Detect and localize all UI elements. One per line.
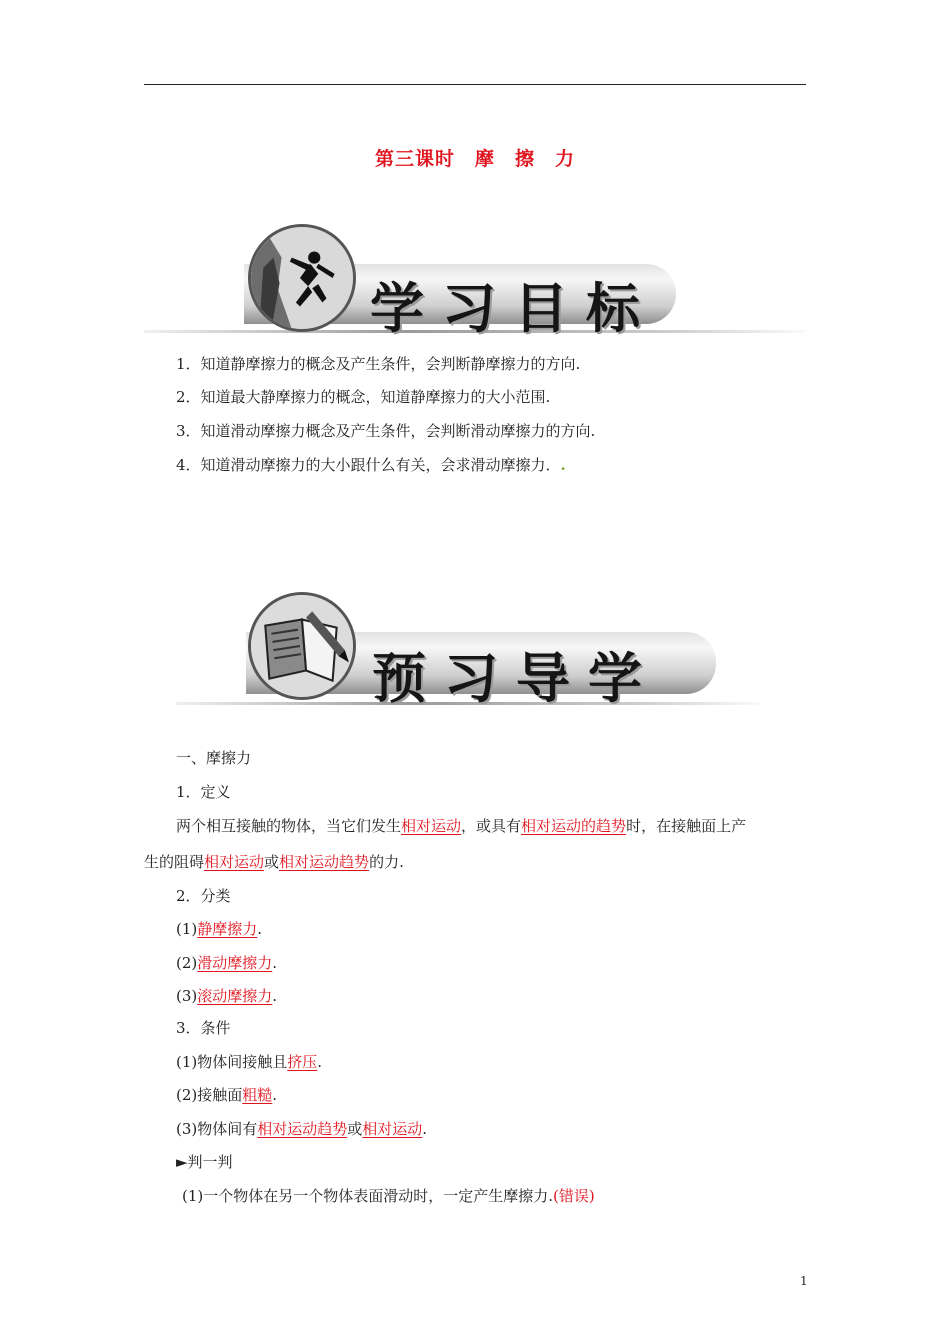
definition-text: ，或具有: [461, 817, 522, 835]
answer-blank: 相对运动趋势: [257, 1120, 348, 1138]
answer-blank: 挤压: [287, 1053, 318, 1071]
item-suffix: .: [257, 920, 263, 938]
classification-item-2: [176, 953, 277, 973]
item-prefix: (3)物体间有: [176, 1120, 258, 1138]
goal-item-4: [176, 455, 566, 475]
definition-line-1: [176, 816, 746, 836]
answer-blank: 静摩擦力: [197, 920, 258, 938]
item-prefix: (3): [176, 987, 198, 1005]
classification-heading: 2．分类: [176, 887, 231, 905]
definition-heading: 1．定义: [176, 783, 231, 801]
condition-item-1: [176, 1052, 322, 1072]
item-prefix: (2): [176, 954, 198, 972]
answer-blank: 相对运动: [204, 853, 265, 871]
answer-blank: 滚动摩擦力: [197, 987, 273, 1005]
item-prefix: (2)接触面: [176, 1086, 243, 1104]
definition-text: 或: [264, 853, 280, 871]
item-suffix: .: [317, 1053, 323, 1071]
item-text: 或: [347, 1120, 363, 1138]
item-suffix: .: [272, 987, 278, 1005]
judge-statement: (1)一个物体在另一个物体表面滑动时，一定产生摩擦力.: [182, 1187, 554, 1205]
item-prefix: (1): [176, 920, 198, 938]
answer-blank: 相对运动趋势: [279, 853, 370, 871]
condition-item-2: [176, 1085, 277, 1105]
banner-title-goals: 学习目标: [370, 277, 658, 340]
item-prefix: (1)物体间接触且: [176, 1053, 288, 1071]
answer-blank: 滑动摩擦力: [197, 954, 273, 972]
goal-item-1: 1．知道静摩擦力的概念及产生条件，会判断静摩擦力的方向.: [176, 355, 581, 373]
section-banner-preview: [176, 586, 760, 714]
judge-heading: ►判一判: [176, 1153, 233, 1171]
classification-item-1: [176, 919, 262, 939]
goal-item-3: 3．知道滑动摩擦力概念及产生条件，会判断滑动摩擦力的方向.: [176, 422, 596, 440]
answer-blank: 粗糙: [242, 1086, 273, 1104]
section-heading: 一、摩擦力: [176, 749, 252, 767]
classification-item-3: [176, 986, 277, 1006]
books-icon: [248, 592, 356, 700]
definition-line-2: [144, 852, 404, 872]
goal-item-2: 2．知道最大静摩擦力的概念，知道静摩擦力的大小范围.: [176, 388, 551, 406]
judge-item-1: [182, 1186, 595, 1206]
section-banner-goals: [144, 220, 806, 342]
page-title: 第三课时 摩 擦 力: [374, 148, 575, 170]
definition-text: 两个相互接触的物体，当它们发生: [176, 817, 402, 835]
definition-text: 生的阻碍: [144, 853, 205, 871]
item-suffix: .: [272, 1086, 278, 1104]
item-suffix: .: [422, 1120, 428, 1138]
condition-heading: 3．条件: [176, 1019, 231, 1037]
condition-item-3: [176, 1119, 427, 1139]
definition-text: 时，在接触面上产: [626, 817, 747, 835]
answer-blank: 相对运动: [401, 817, 462, 835]
answer-blank: 相对运动: [362, 1120, 423, 1138]
page-number: 1: [800, 1274, 808, 1288]
item-suffix: .: [272, 954, 278, 972]
definition-text: 的力.: [369, 853, 404, 871]
goal-dot: .: [560, 456, 566, 474]
judge-answer: (错误): [553, 1187, 595, 1205]
goal-item-4-text: 4．知道滑动摩擦力的大小跟什么有关，会求滑动摩擦力．: [176, 456, 561, 474]
banner-title-preview: 预习导学: [372, 647, 660, 710]
climber-icon: [248, 224, 356, 332]
header-rule: [144, 84, 806, 85]
answer-blank: 相对运动的趋势: [521, 817, 627, 835]
